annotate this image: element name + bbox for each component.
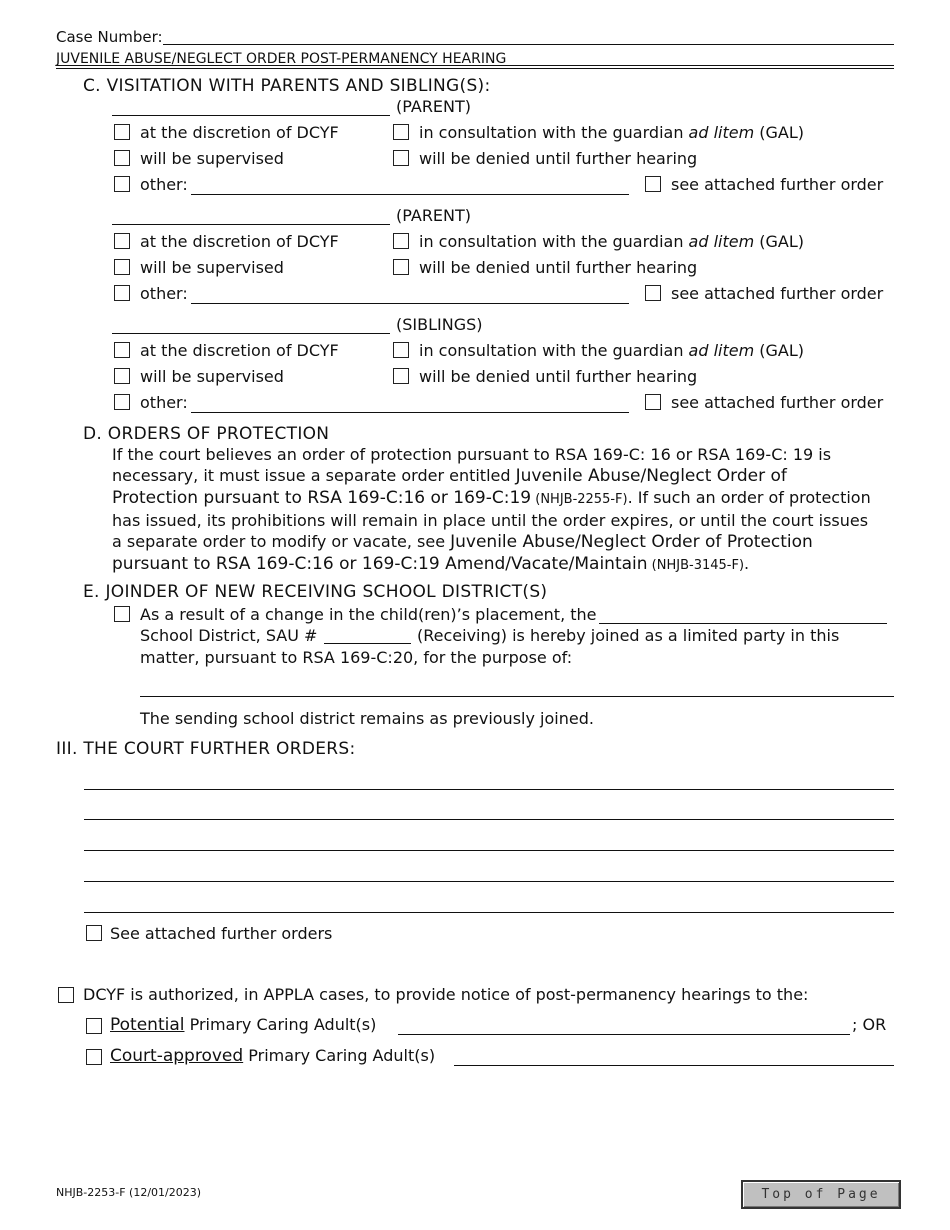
appla-text: DCYF is authorized, in APPLA cases, to provide notice of post-permanency hearings to the: (83, 985, 809, 1004)
consultation-checkbox-2[interactable] (393, 233, 409, 249)
denied-label-1: will be denied until further hearing (419, 149, 698, 168)
group-role-3: (SIBLINGS) (396, 315, 483, 334)
appla-checkbox[interactable] (58, 987, 74, 1003)
other-field-1[interactable] (191, 194, 629, 195)
top-of-page-button[interactable]: Top of Page (741, 1180, 901, 1209)
potential-pca-checkbox[interactable] (86, 1018, 102, 1034)
protection-paragraph: If the court believes an order of protection pursuant to RSA 169-C: 16 or RSA 169-C: 19 is necessary, it must issue a separate order entitled Juvenile Abuse/Neglect Order of Protection pursuant to RSA 169-C:16 or 169-C:19 (NHJB-2255-F). If such an order of protection has issued, its prohibitions will remain in place until the order expires, or until the court issues a separate order to modify or vacate, see Juvenile Abuse/Neglect Order of Protection pursuant to RSA 169-C:16 or 169-C:19 Amend/Vacate/Maintain (NHJB-3145-F). (112, 445, 871, 574)
supervised-checkbox-3[interactable] (114, 368, 130, 384)
further-orders-line-1[interactable] (84, 789, 894, 790)
denied-checkbox-2[interactable] (393, 259, 409, 275)
other-label-2: other: (140, 284, 188, 303)
denied-checkbox-1[interactable] (393, 150, 409, 166)
see-attached-orders-checkbox[interactable] (86, 925, 102, 941)
further-orders-line-2[interactable] (84, 819, 894, 820)
header-rule-1 (56, 65, 894, 66)
further-orders-line-3[interactable] (84, 850, 894, 851)
court-approved-pca-field[interactable] (454, 1065, 894, 1066)
see-attached-checkbox-1[interactable] (645, 176, 661, 192)
section-d-title: D. ORDERS OF PROTECTION (83, 424, 330, 444)
discretion-checkbox-1[interactable] (114, 124, 130, 140)
section-c-title: C. VISITATION WITH PARENTS AND SIBLING(S): (83, 76, 491, 96)
consultation-label-1: in consultation with the guardian ad litem (GAL) (419, 123, 805, 142)
receiving-district-field[interactable] (599, 623, 887, 624)
see-attached-label-2: see attached further order (671, 284, 884, 303)
header-rule-2 (56, 68, 894, 69)
joinder-line-2: (Receiving) is hereby joined as a limited party in this (417, 626, 840, 645)
other-checkbox-1[interactable] (114, 176, 130, 192)
consultation-checkbox-1[interactable] (393, 124, 409, 140)
case-number-label: Case Number: (56, 28, 163, 46)
supervised-label-2: will be supervised (140, 258, 284, 277)
supervised-label-1: will be supervised (140, 149, 284, 168)
see-attached-orders-label: See attached further orders (110, 924, 333, 943)
see-attached-checkbox-2[interactable] (645, 285, 661, 301)
supervised-label-3: will be supervised (140, 367, 284, 386)
sau-number-field[interactable] (324, 643, 411, 644)
form-code: NHJB-2253-F (12/01/2023) (56, 1186, 202, 1199)
sibling-name-field[interactable] (112, 333, 390, 334)
further-orders-line-4[interactable] (84, 881, 894, 882)
joinder-line-3: matter, pursuant to RSA 169-C:20, for the purpose of: (140, 648, 573, 667)
group-role-2: (PARENT) (396, 206, 472, 225)
other-label-1: other: (140, 175, 188, 194)
or-text: ; OR (852, 1015, 887, 1034)
see-attached-checkbox-3[interactable] (645, 394, 661, 410)
supervised-checkbox-1[interactable] (114, 150, 130, 166)
joinder-sau-label: School District, SAU # (140, 626, 318, 645)
consultation-checkbox-3[interactable] (393, 342, 409, 358)
further-orders-line-5[interactable] (84, 912, 894, 913)
parent-name-field-1[interactable] (112, 115, 390, 116)
other-checkbox-3[interactable] (114, 394, 130, 410)
other-label-3: other: (140, 393, 188, 412)
joinder-checkbox[interactable] (114, 606, 130, 622)
potential-pca-field[interactable] (398, 1034, 850, 1035)
denied-label-3: will be denied until further hearing (419, 367, 698, 386)
section-iii-title: III. THE COURT FURTHER ORDERS: (56, 739, 356, 759)
potential-pca-label: Potential Primary Caring Adult(s) (110, 1015, 377, 1035)
see-attached-label-1: see attached further order (671, 175, 884, 194)
supervised-checkbox-2[interactable] (114, 259, 130, 275)
denied-label-2: will be denied until further hearing (419, 258, 698, 277)
other-field-3[interactable] (191, 412, 629, 413)
joinder-purpose-field[interactable] (140, 696, 894, 697)
see-attached-label-3: see attached further order (671, 393, 884, 412)
court-approved-pca-checkbox[interactable] (86, 1049, 102, 1065)
section-e-title: E. JOINDER OF NEW RECEIVING SCHOOL DISTRICT(S) (83, 582, 548, 602)
discretion-checkbox-3[interactable] (114, 342, 130, 358)
case-number-field[interactable] (163, 44, 894, 45)
other-checkbox-2[interactable] (114, 285, 130, 301)
discretion-label-3: at the discretion of DCYF (140, 341, 339, 360)
consultation-label-2: in consultation with the guardian ad litem (GAL) (419, 232, 805, 251)
discretion-label-2: at the discretion of DCYF (140, 232, 339, 251)
joinder-line-1: As a result of a change in the child(ren)’s placement, the (140, 605, 597, 624)
discretion-checkbox-2[interactable] (114, 233, 130, 249)
court-approved-pca-label: Court-approved Primary Caring Adult(s) (110, 1046, 436, 1066)
discretion-label-1: at the discretion of DCYF (140, 123, 339, 142)
sending-district-note: The sending school district remains as previously joined. (140, 709, 594, 728)
denied-checkbox-3[interactable] (393, 368, 409, 384)
group-role-1: (PARENT) (396, 97, 472, 116)
consultation-label-3: in consultation with the guardian ad litem (GAL) (419, 341, 805, 360)
other-field-2[interactable] (191, 303, 629, 304)
form-title: JUVENILE ABUSE/NEGLECT ORDER POST-PERMANENCY HEARING (56, 51, 507, 67)
parent-name-field-2[interactable] (112, 224, 390, 225)
